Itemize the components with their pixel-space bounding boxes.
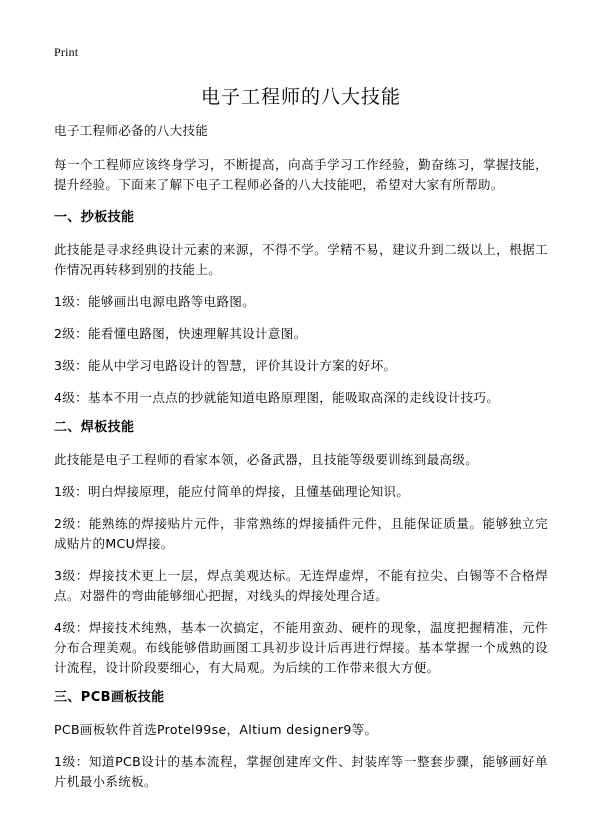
section-heading-copy-board: 一、抄板技能 — [54, 210, 135, 225]
level-item: 4级：基本不用一点点的抄就能知道电路原理图，能吸取高深的走线设计技巧。 — [54, 390, 500, 405]
section-heading-pcb: 三、PCB画板技能 — [54, 690, 165, 705]
level-item: 1级：能够画出电源电路等电路图。 — [54, 294, 256, 309]
level-item: 2级：能熟练的焊接贴片元件，非常熟练的焊接插件元件，且能保证质量。能够独立完成贴片的MCU焊接。 — [54, 516, 548, 551]
section-desc-pcb: PCB画板软件首选Protel99se，Altium designer9等。 — [54, 722, 378, 737]
level-item: 2级：能看懂电路图，快速理解其设计意图。 — [54, 326, 307, 341]
section-heading-soldering: 二、焊板技能 — [54, 420, 135, 435]
level-item: 4级：焊接技术纯熟，基本一次搞定，不能用蛮劲、硬杵的现象，温度把握精准，元件分布合理美观。布线能够借助画图工具初步设计后再进行焊接。基本掌握一个成熟的设计流程，设计阶段要细心，有大局观。为后续的工作带来很大方便。 — [54, 620, 548, 675]
intro-paragraph: 每一个工程师应该终身学习，不断提高，向高手学习工作经验，勤奋练习，掌握技能，提升经验。下面来了解下电子工程师必备的八大技能吧，希望对大家有所帮助。 — [54, 157, 548, 192]
document-subtitle: 电子工程师必备的八大技能 — [54, 123, 209, 138]
document-title: 电子工程师的八大技能 — [200, 86, 401, 108]
level-item: 3级：能从中学习电路设计的智慧，评价其设计方案的好坏。 — [54, 358, 397, 373]
level-item: 3级：焊接技术更上一层，焊点美观达标。无连焊虚焊，不能有拉尖、白锡等不合格焊点。对器件的弯曲能够细心把握，对线头的焊接处理合适。 — [54, 568, 548, 603]
level-item: 1级：知道PCB设计的基本流程，掌握创建库文件、封装库等一整套步骤，能够画好单片机最小系统板。 — [54, 754, 548, 789]
section-desc-copy-board: 此技能是寻求经典设计元素的来源，不得不学。学精不易，建议升到二级以上，根据工作情况再转移到别的技能上。 — [54, 242, 548, 277]
level-item: 1级：明白焊接原理，能应付简单的焊接，且懂基础理论知识。 — [54, 484, 410, 499]
section-desc-soldering: 此技能是电子工程师的看家本领，必备武器，且技能等级要训练到最高级。 — [54, 452, 479, 467]
print-label: Print — [54, 45, 79, 59]
